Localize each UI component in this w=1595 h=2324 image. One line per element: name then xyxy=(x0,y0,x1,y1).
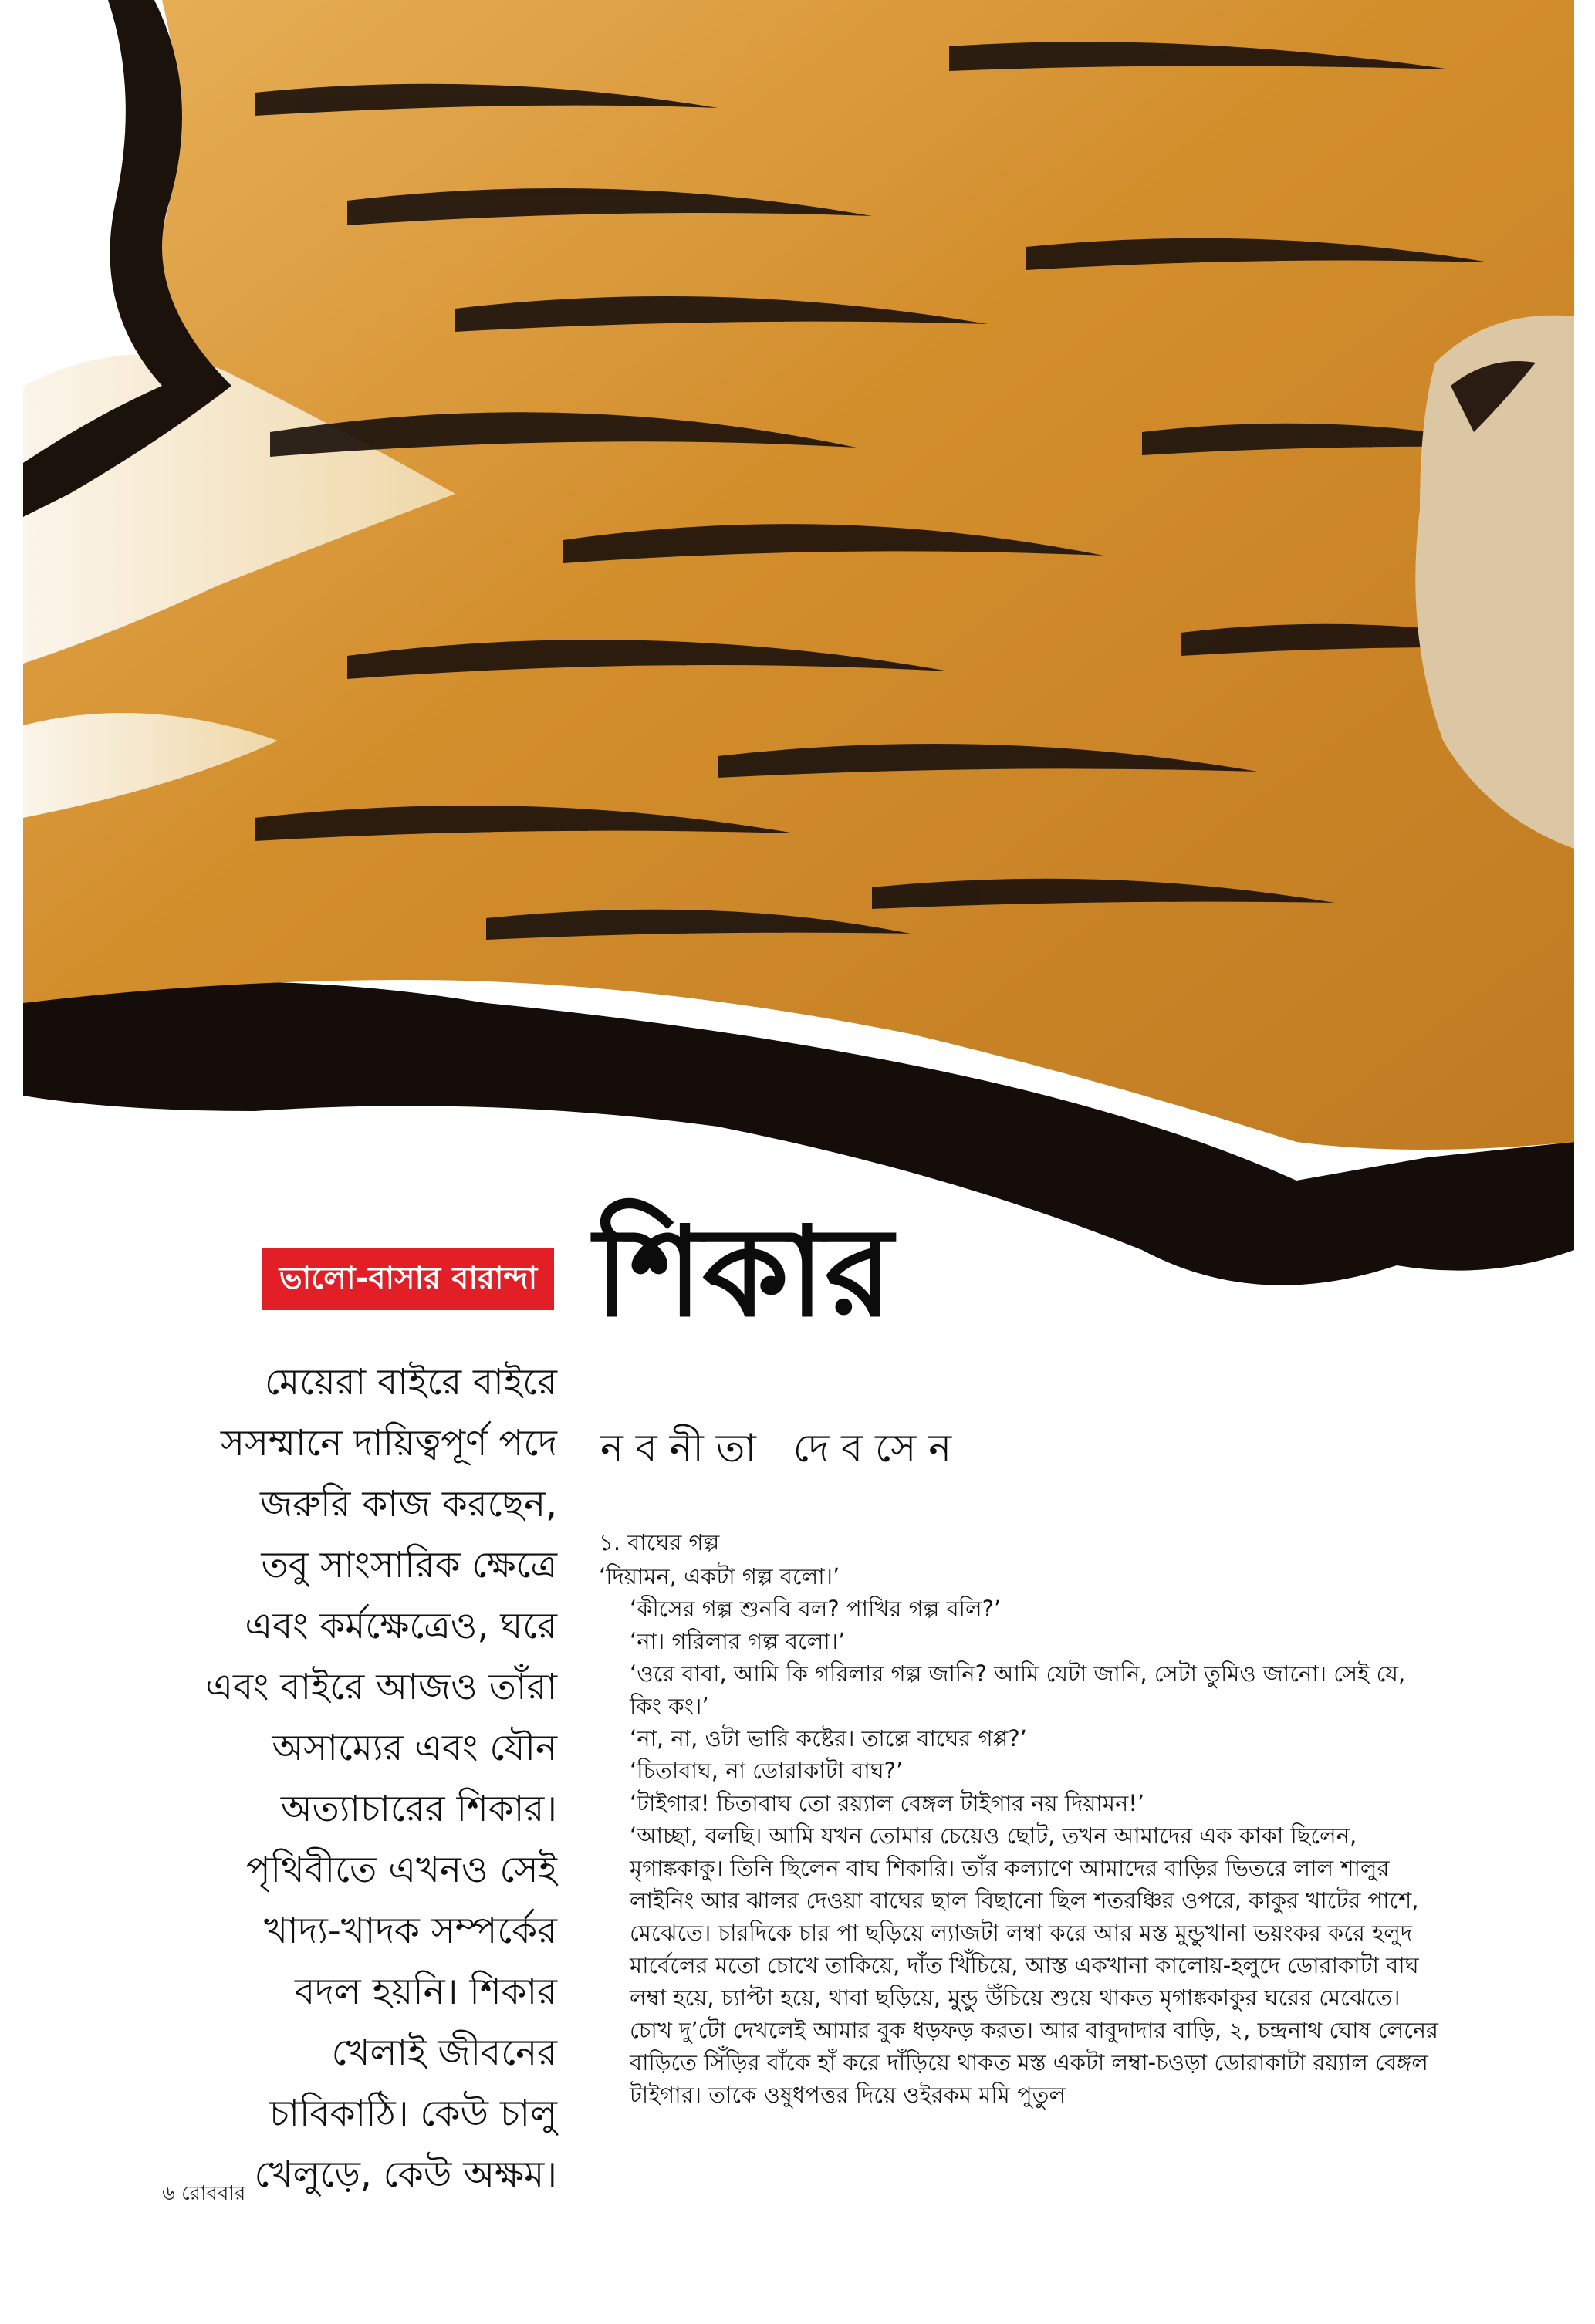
body-paragraph: ‘ওরে বাবা, আমি কি গরিলার গল্প জানি? আমি যেটা জানি, সেটা তুমিও জানো। সেই যে, কিং কং।’ xyxy=(630,1660,1406,1719)
body-paragraph: ‘কীসের গল্প শুনবি বল? পাখির গল্প বলি?’ xyxy=(630,1596,1002,1622)
author-byline: নবনীতা দেবসেন xyxy=(600,1426,965,1471)
pull-quote-line: অসাম্যের এবং যৌন xyxy=(272,1727,557,1769)
pull-quote-line: খাদ্য-খাদক সম্পর্কের xyxy=(264,1910,557,1952)
pull-quote-line: বদল হয়নি। শিকার xyxy=(294,1971,557,2013)
pull-quote-line: সসম্মানে দায়িত্বপূর্ণ পদে xyxy=(220,1422,557,1464)
column-tag-label: ভালো-বাসার বারান্দা xyxy=(279,1260,538,1296)
body-paragraph: ‘দিয়ামন, একটা গল্প বলো।’ xyxy=(599,1563,840,1589)
hero-photo xyxy=(23,0,1574,1312)
body-paragraph: ‘টাইগার! চিতাবাঘ তো রয়্যাল বেঙ্গল টাইগার নয় দিয়ামন!’ xyxy=(630,1790,1145,1816)
pull-quote xyxy=(139,1352,557,2205)
pull-quote-line: মেয়েরা বাইরে বাইরে xyxy=(264,1361,557,1404)
pull-quote-line: এবং বাইরে আজও তাঁরা xyxy=(205,1666,557,1708)
pull-quote-line: চাবিকাঠি। কেউ চালু xyxy=(269,2093,557,2135)
pull-quote-line: জরুরি কাজ করছেন, xyxy=(260,1483,557,1525)
body-paragraph: ‘না। গরিলার গল্প বলো।’ xyxy=(630,1628,846,1654)
pull-quote-line: এবং কর্মক্ষেত্রেও, ঘরে xyxy=(245,1605,557,1647)
article-title: শিকার xyxy=(594,1199,893,1344)
rug-fur xyxy=(23,0,1574,1150)
body-paragraph: ‘না, না, ওটা ভারি কষ্টের। তাল্লে বাঘের গপ্প?’ xyxy=(630,1725,1027,1751)
page-folio: ৬ রোববার xyxy=(162,2182,246,2205)
pull-quote-line: অত্যাচারের শিকার। xyxy=(280,1788,557,1830)
body-paragraph: ‘চিতাবাঘ, না ডোরাকাটা বাঘ?’ xyxy=(630,1758,904,1784)
body-paragraph: ‘আচ্ছা, বলছি। আমি যখন তোমার চেয়েও ছোট, তখন আমাদের এক কাকা ছিলেন, মৃগাঙ্ককাকু। তিনি ছিলেন বাঘ শিকারি। তাঁর কল্যাণে আমাদের বাড়ির ভিতরে লাল শালুর লাইনিং আর ঝালর দেওয়া বাঘের ছাল বিছানো ছিল শতরঞ্চির ওপরে, কাকুর খাটের পাশে, মেঝেতে। চারদিকে চার পা ছড়িয়ে ল্যাজটা লম্বা করে আর মস্ত মুন্ডুখানা ভয়ংকর করে হলুদ মার্বেলের মতো চোখে তাকিয়ে, দাঁত খিঁচিয়ে, আস্ত একখানা কালোয়-হলুদে ডোরাকাটা বাঘ লম্বা হয়ে, চ্যাপ্টা হয়ে, থাবা ছড়িয়ে, মুন্ডু উঁচিয়ে শুয়ে থাকত মৃগাঙ্ককাকুর ঘরের মেঝেতে। চোখ দু’টো দেখলেই আমার বুক ধড়ফড় করত। আর বাবুদাদার বাড়ি, ২, চন্দ্রনাথ ঘোষ লেনের বাড়িতে সিঁড়ির বাঁকে হাঁ করে দাঁড়িয়ে থাকত মস্ত একটা লম্বা-চওড়া ডোরাকাটা রয়্যাল বেঙ্গল টাইগার। তাকে ওষুধপত্তর দিয়ে ওইরকম মমি পুতুল xyxy=(630,1822,1439,2108)
pull-quote-line: তবু সাংসারিক ক্ষেত্রে xyxy=(261,1544,557,1586)
article-body xyxy=(599,1526,1440,2111)
tiger-rug-illustration xyxy=(23,0,1574,1312)
pull-quote-line: খেলুড়ে, কেউ অক্ষম। xyxy=(254,2153,557,2196)
column-tag xyxy=(262,1248,554,1310)
pull-quote-line: পৃথিবীতে এখনও সেই xyxy=(245,1849,557,1891)
pull-quote-line: খেলাই জীবনের xyxy=(331,2032,557,2074)
section-heading: ১. বাঘের গল্প xyxy=(599,1529,720,1556)
